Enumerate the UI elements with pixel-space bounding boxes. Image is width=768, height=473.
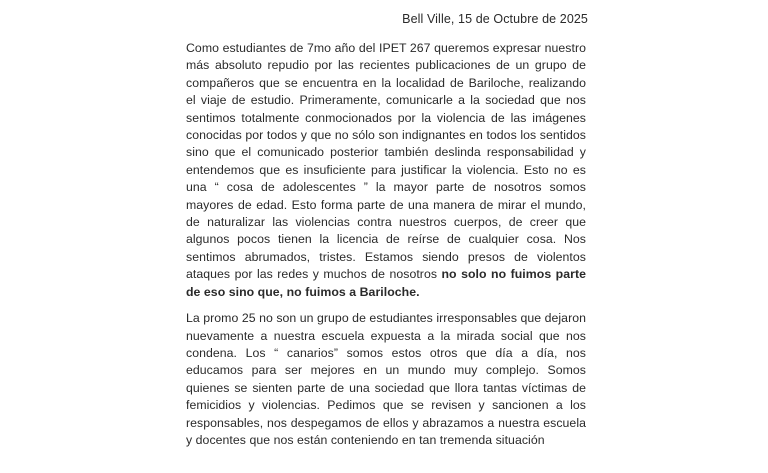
place-date: Bell Ville, 15 de Octubre de 2025 (402, 12, 588, 26)
paragraph-1-bold-text: no solo no fuimos parte de eso sino que, no fuimos a Bariloche. (186, 267, 586, 299)
paragraph-1-text: Como estudiantes de 7mo año del IPET 267 queremos expresar nuestro más absoluto repudio por las recientes publicaciones de un grupo de compañeros que se encuentra en la localidad de Bariloche, realizando el viaje de estudio. Primeramente, comunicarle a la sociedad que nos sentimos totalmente conmocionados por la violencia de las imágenes conocidas por todos y que no sólo son indignantes en todos los sentidos sino que el comunicado posterior también deslinda responsabilidad y entendemos que es insuficiente para justificar la violencia. Esto no es una “ cosa de adolescentes ” la mayor parte de nosotros somos mayores de edad. Esto forma parte de una manera de mirar el mundo, de naturalizar las violencias contra nuestros cuerpos, de creer que algunos pocos tienen la licencia de reírse de cualquier cosa. Nos sentimos abrumados, tristes. Estamos siendo presos de violentos ataques por las redes y muchos de nosotros (186, 41, 586, 282)
paragraph-1 (186, 40, 586, 301)
letter-body (186, 40, 586, 449)
paragraph-2-text: La promo 25 no son un grupo de estudiantes irresponsables que dejaron nuevamente a nuestra escuela expuesta a la mirada social que nos condena. Los “ canarios” somos estos otros que día a día, nos educamos para ser mejores en un mundo muy complejo. Somos quienes se sienten parte de una sociedad que llora tantas víctimas de femicidios y violencias. Pedimos que se revisen y sancionen a los responsables, nos despegamos de ellos y abrazamos a nuestra escuela y docentes que nos están conteniendo en tan tremenda situación (186, 311, 586, 447)
paragraph-2 (186, 310, 586, 449)
